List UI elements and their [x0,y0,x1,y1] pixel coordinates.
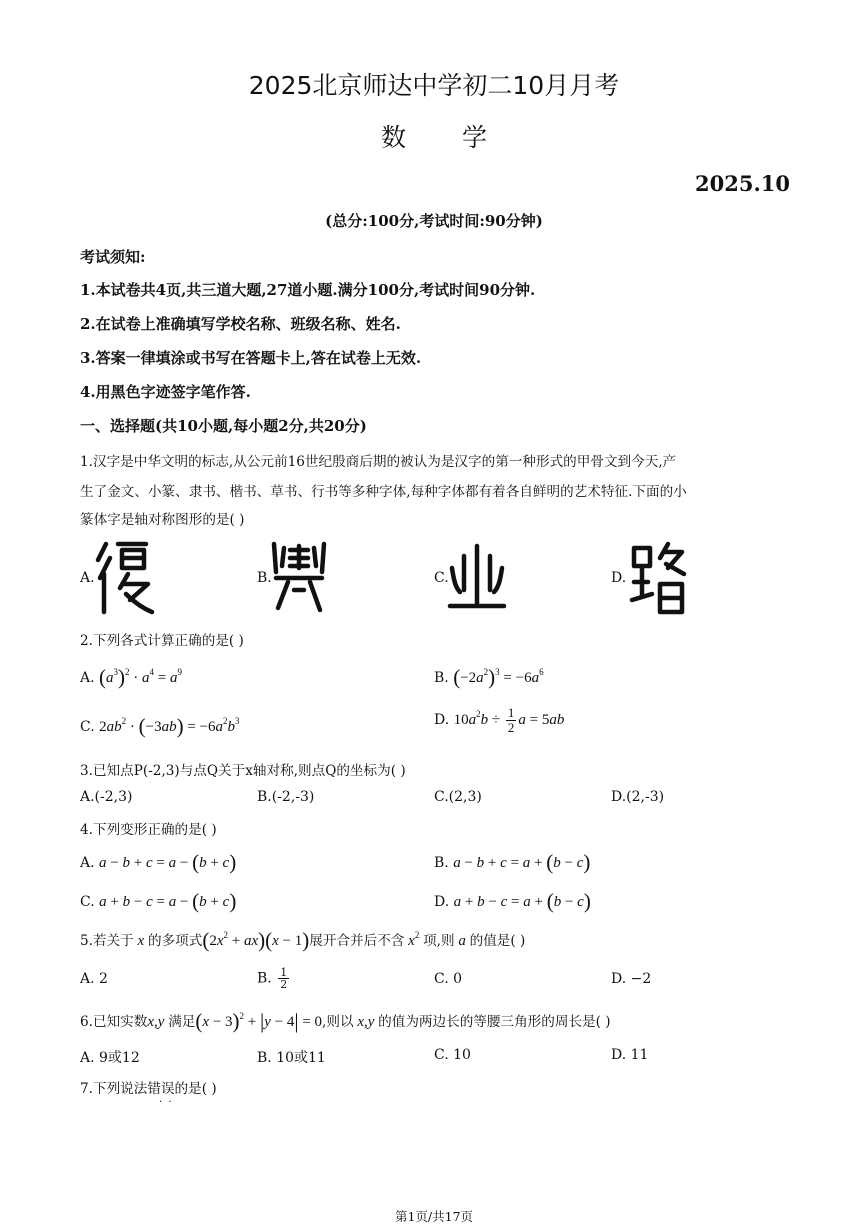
seal-script-ye-icon [446,538,508,618]
instruction-item: 3.答案一律填涂或书写在答题卡上,答在试卷上无效. [80,349,422,367]
q6-stem-text: 满足 [168,1014,196,1030]
option-b-label: B. [257,570,272,586]
q6-stem-text: 的值为两边长的等腰三角形的周长是( ) [378,1014,611,1030]
q5-option-b [257,967,291,990]
q6-option-a: A. 9或12 [80,1050,140,1066]
q2-option-d [434,706,564,735]
q5-stem-text: 5.若关于 [80,933,134,949]
q5-stem-text: 的多项式 [147,933,203,949]
q2-option-d-label: D. [434,711,450,728]
q5-stem-text: 项,则 [423,933,455,949]
math-expression: a − b + c = a + (b − c) [453,850,591,874]
q2-option-a-label: A. [80,670,95,686]
q5-stem-text: 的值是( ) [469,933,526,949]
question-6-stem: 6.已知实数x,y 满足$(x - 3)^2 + |y - 4| = 0$,则以 x,y 的值为两边长的等腰三角形的周长是( ) [80,1009,611,1033]
math-expression: $10a^2b$ ÷ $\frac{1}{2}$ a = 5ab [453,705,565,735]
seal-script-xing-icon [268,538,330,618]
emphasis-dots: · · [159,1097,172,1108]
q2-option-c-label: C. [80,719,95,735]
q2-option-b [434,665,544,690]
q5-option-b-label: B. [257,970,272,987]
question-2-stem: 2.下列各式计算正确的是( ) [80,633,244,649]
q4-option-a-label: A. [80,855,95,871]
q5-option-c: C. 0 [434,971,463,987]
fraction-one-half: $\frac{1}{2}$ [280,966,288,991]
q6-stem-text: 6.已知实数 [80,1014,148,1030]
instructions-heading: 考试须知: [80,248,146,266]
q6-option-b: B. 10或11 [257,1050,326,1066]
q6-option-d: D. 11 [611,1047,649,1063]
q4-option-c [80,889,236,914]
question-5-stem: 5.若关于 x 的多项式$(2x^2 + ax)(x - 1)$展开合并后不含 $x^2$ 项,则 a 的值是( ) [80,928,526,952]
question-4-stem: 4.下列变形正确的是( ) [80,822,217,838]
q5-option-d: D. −2 [611,971,652,987]
math-expression: a − b + c = a − (b + c) [99,850,237,874]
q3-option-c: C.(2,3) [434,789,482,805]
question-1-line: 生了金文、小篆、隶书、楷书、草书、行书等多种字体,每种字体都有着各自鲜明的艺术特征.下面的小 [80,484,687,500]
score-info: (总分:100分,考试时间:90分钟) [325,212,543,230]
question-7-stem: 7.下列说法错误的是( ) [80,1081,217,1097]
q4-option-b-label: B. [434,855,449,871]
exam-title: 2025北京师达中学初二10月月考 [248,71,620,100]
option-c-label: C. [434,570,449,586]
math-expression: a + b − c = a + (b − c) [453,889,591,913]
q4-option-d-label: D. [434,894,450,910]
seal-script-fu-icon [94,538,156,618]
math-expression: $(-2a^2)^3 = -6a^6$ [453,665,544,689]
math-expression: $(a^3)^2 \cdot a^4 = a^9$ [99,665,182,689]
q6-option-c: C. 10 [434,1047,471,1063]
option-a-label: A. [80,570,95,586]
question-3-stem: 3.已知点P(-2,3)与点Q关于x轴对称,则点Q的坐标为( ) [80,763,406,779]
question-1-line: 1.汉字是中华文明的标志,从公元前16世纪殷商后期的被认为是汉字的第一种形式的甲骨文到今天,产 [80,454,677,470]
q4-option-d [434,889,591,914]
q3-option-a: A.(-2,3) [80,789,133,805]
q2-option-b-label: B. [434,670,449,686]
q3-option-b: B.(-2,-3) [257,789,315,805]
exam-subject: 数学 [380,123,543,152]
section-heading: 一、选择题(共10小题,每小题2分,共20分) [80,417,367,435]
instruction-item: 2.在试卷上准确填写学校名称、班级名称、姓名. [80,315,401,333]
q6-stem-text: ,则以 [322,1014,354,1030]
instruction-item: 1.本试卷共4页,共三道大题,27道小题.满分100分,考试时间90分钟. [80,281,536,299]
page-number: 第1页/共17页 [394,1209,474,1224]
exam-date: 2025.10 [695,171,790,196]
option-d-label: D. [611,570,627,586]
seal-script-lu-icon [628,538,690,618]
q5-option-a: A. 2 [80,971,108,987]
q3-option-d: D.(2,-3) [611,789,665,805]
q4-option-a [80,850,236,875]
math-expression: $2ab^2 \cdot (-3ab) = -6a^2b^3$ [99,714,240,738]
q2-option-c [80,714,240,739]
q2-option-a [80,665,182,690]
q5-stem-text: 展开合并后不含 [309,933,405,949]
math-expression: a + b − c = a − (b + c) [99,889,237,913]
instruction-item: 4.用黑色字迹签字笔作答. [80,383,251,401]
q4-option-b [434,850,590,875]
q4-option-c-label: C. [80,894,95,910]
question-1-line: 篆体字是轴对称图形的是( ) [80,512,245,528]
